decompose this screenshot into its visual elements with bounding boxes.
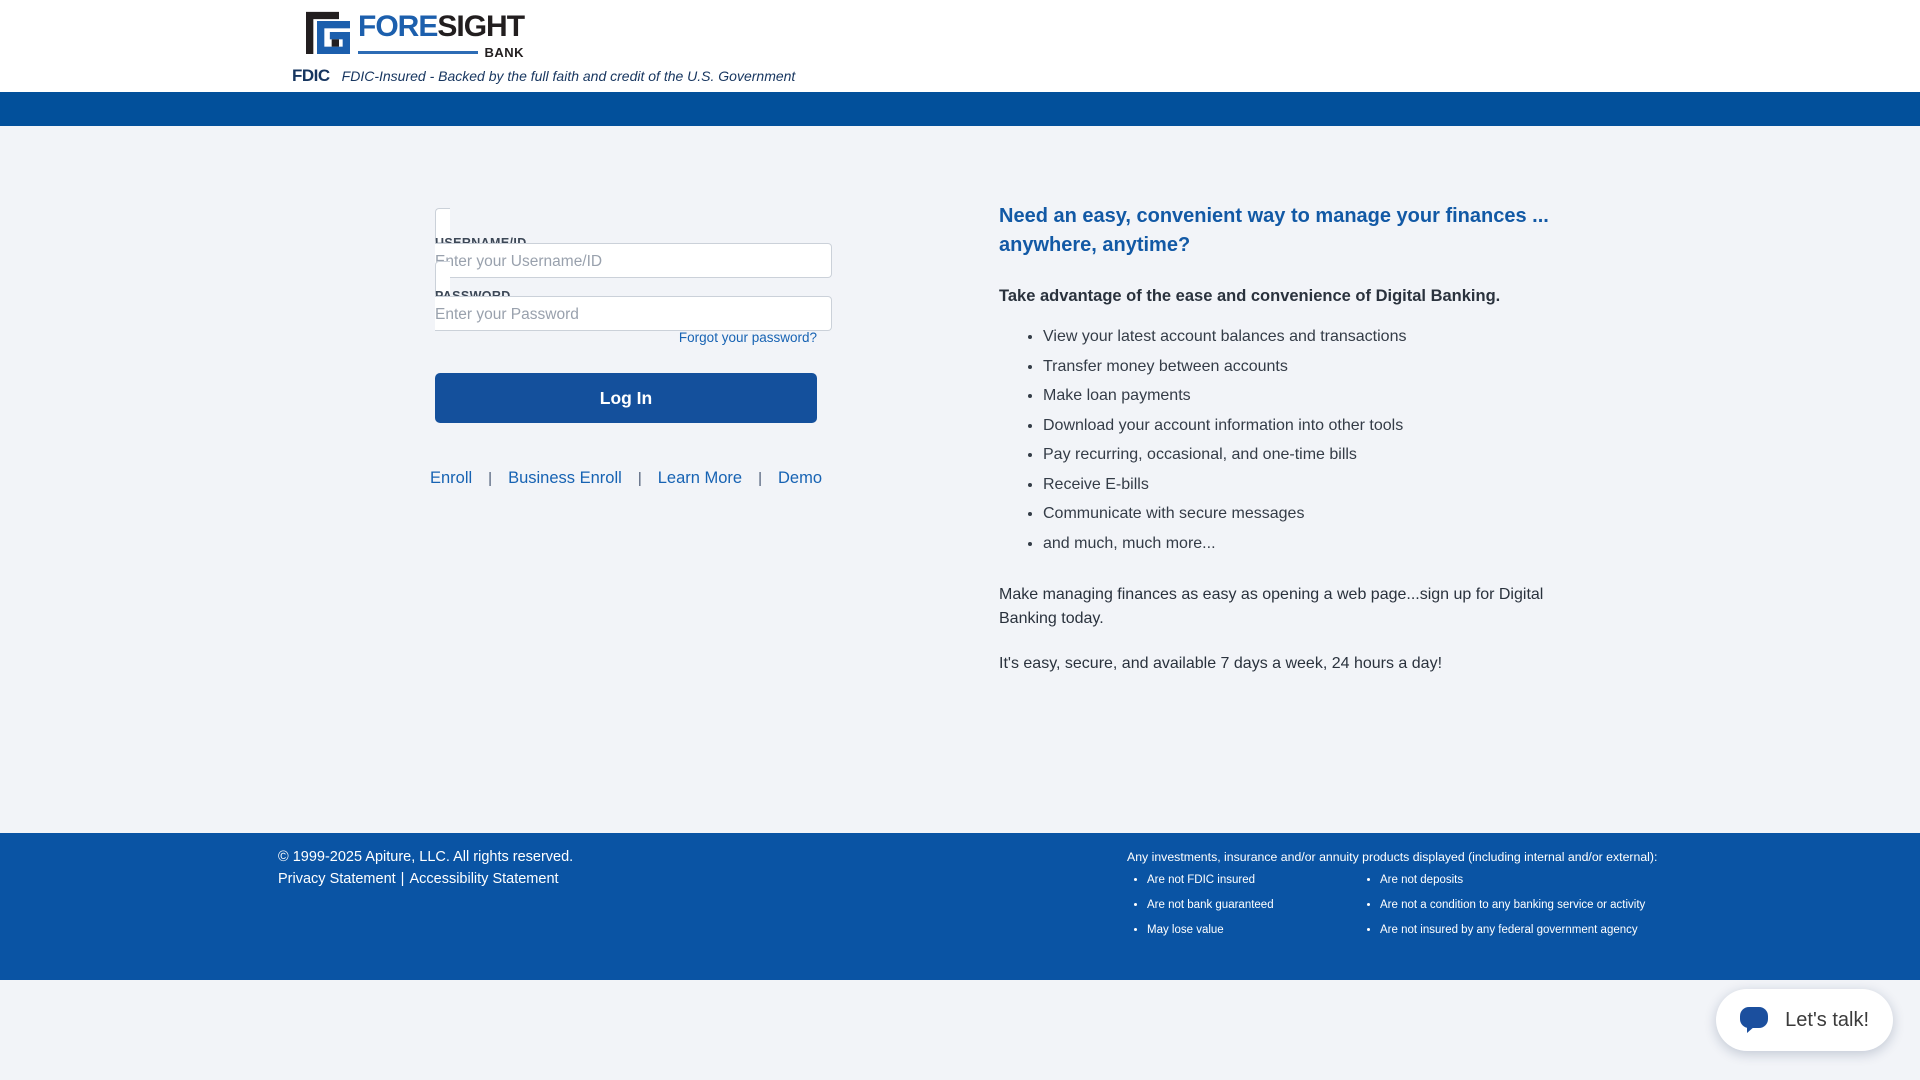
promo-bullet: • Pay recurring, occasional, and one-time bills — [1043, 446, 1599, 464]
quick-links — [429, 469, 823, 488]
login-form — [429, 218, 823, 488]
username-label: USERNAME/ID — [435, 236, 527, 250]
promo-bullet: • and much, much more... — [1043, 535, 1599, 553]
disclaimer-item: • Are not bank guaranteed — [1147, 899, 1360, 911]
disclaimer-item: • Are not insured by any federal government agency — [1380, 924, 1660, 936]
disclaimer-column-2 — [1360, 874, 1660, 949]
disclaimer-columns — [1127, 874, 1667, 949]
footer-links-separator: | — [400, 871, 405, 887]
promo-section — [999, 202, 1599, 677]
disclaimer-item: • Are not a condition to any banking service or activity — [1380, 899, 1660, 911]
disclaimer-item: • Are not FDIC insured — [1147, 874, 1360, 886]
quick-link[interactable]: Enroll — [429, 469, 473, 487]
username-field[interactable] — [435, 208, 832, 278]
chat-label: Let's talk! — [1785, 1008, 1869, 1031]
promo-bullet: • View your latest account balances and transactions — [1043, 328, 1599, 346]
chat-widget-button[interactable] — [1716, 989, 1893, 1051]
quick-link[interactable]: | Business Enroll — [472, 469, 622, 488]
promo-bullet: • Download your account information into other tools — [1043, 417, 1599, 435]
disclaimer-item: • Are not deposits — [1380, 874, 1660, 886]
disclaimer-column-1 — [1127, 874, 1360, 949]
brand-bank-label: BANK — [484, 45, 525, 60]
fdic-insured-text: FDIC-Insured - Backed by the full faith and credit of the U.S. Government — [341, 68, 796, 84]
quick-link[interactable]: | Learn More — [622, 469, 742, 488]
quick-link[interactable]: | Demo — [742, 469, 822, 488]
chat-bubble-icon — [1738, 1005, 1770, 1035]
accessibility-statement-link[interactable]: Accessibility Statement — [409, 871, 559, 887]
brand-name-fore: FORE — [358, 10, 438, 43]
foresight-bank-icon — [306, 10, 350, 54]
fdic-logo: FDIC — [292, 66, 330, 85]
forgot-password-row — [435, 329, 817, 347]
promo-paragraph-1: Make managing finances as easy as opening a web page...sign up for Digital Banking today. — [999, 585, 1544, 628]
brand-name-sight: SIGHT — [437, 10, 525, 43]
promo-subheadline: Take advantage of the ease and convenience of Digital Banking. — [999, 287, 1501, 305]
main-content — [0, 126, 1920, 833]
promo-bullet: • Make loan payments — [1043, 387, 1599, 405]
promo-paragraph-2: It's easy, secure, and available 7 days a week, 24 hours a day! — [999, 655, 1443, 673]
forgot-password-link[interactable]: Forgot your password? — [678, 330, 817, 345]
bottom-strip — [0, 980, 1920, 1080]
footer-links — [278, 871, 573, 887]
copyright-text: © 1999-2025 Apiture, LLC. All rights reserved. — [278, 849, 574, 865]
nav-bar — [0, 92, 1920, 126]
promo-bullet: • Receive E-bills — [1043, 476, 1599, 494]
privacy-statement-link[interactable]: Privacy Statement — [278, 871, 396, 887]
password-input[interactable] — [435, 306, 817, 324]
password-label: PASSWORD — [435, 289, 511, 303]
disclaimer-item: • May lose value — [1147, 924, 1360, 936]
promo-bullet-list — [999, 328, 1599, 553]
footer-disclaimer — [1127, 850, 1667, 949]
brand-rule — [358, 51, 478, 54]
promo-headline: Need an easy, convenient way to manage your finances ... anywhere, anytime? — [999, 205, 1549, 256]
brand-logo-text — [358, 10, 524, 60]
brand-logo — [306, 10, 1920, 60]
promo-bullet: • Transfer money between accounts — [1043, 358, 1599, 376]
username-input[interactable] — [435, 253, 817, 271]
fdic-disclosure — [292, 66, 1920, 86]
promo-bullet: • Communicate with secure messages — [1043, 505, 1599, 523]
disclaimer-heading: Any investments, insurance and/or annuity products displayed (including internal and/or external): — [1127, 850, 1658, 864]
footer-left — [278, 849, 573, 887]
log-in-button[interactable]: Log In — [435, 373, 817, 423]
brand-name — [358, 10, 524, 44]
header — [0, 0, 1920, 92]
footer — [0, 833, 1920, 980]
brand-underline — [358, 45, 524, 60]
